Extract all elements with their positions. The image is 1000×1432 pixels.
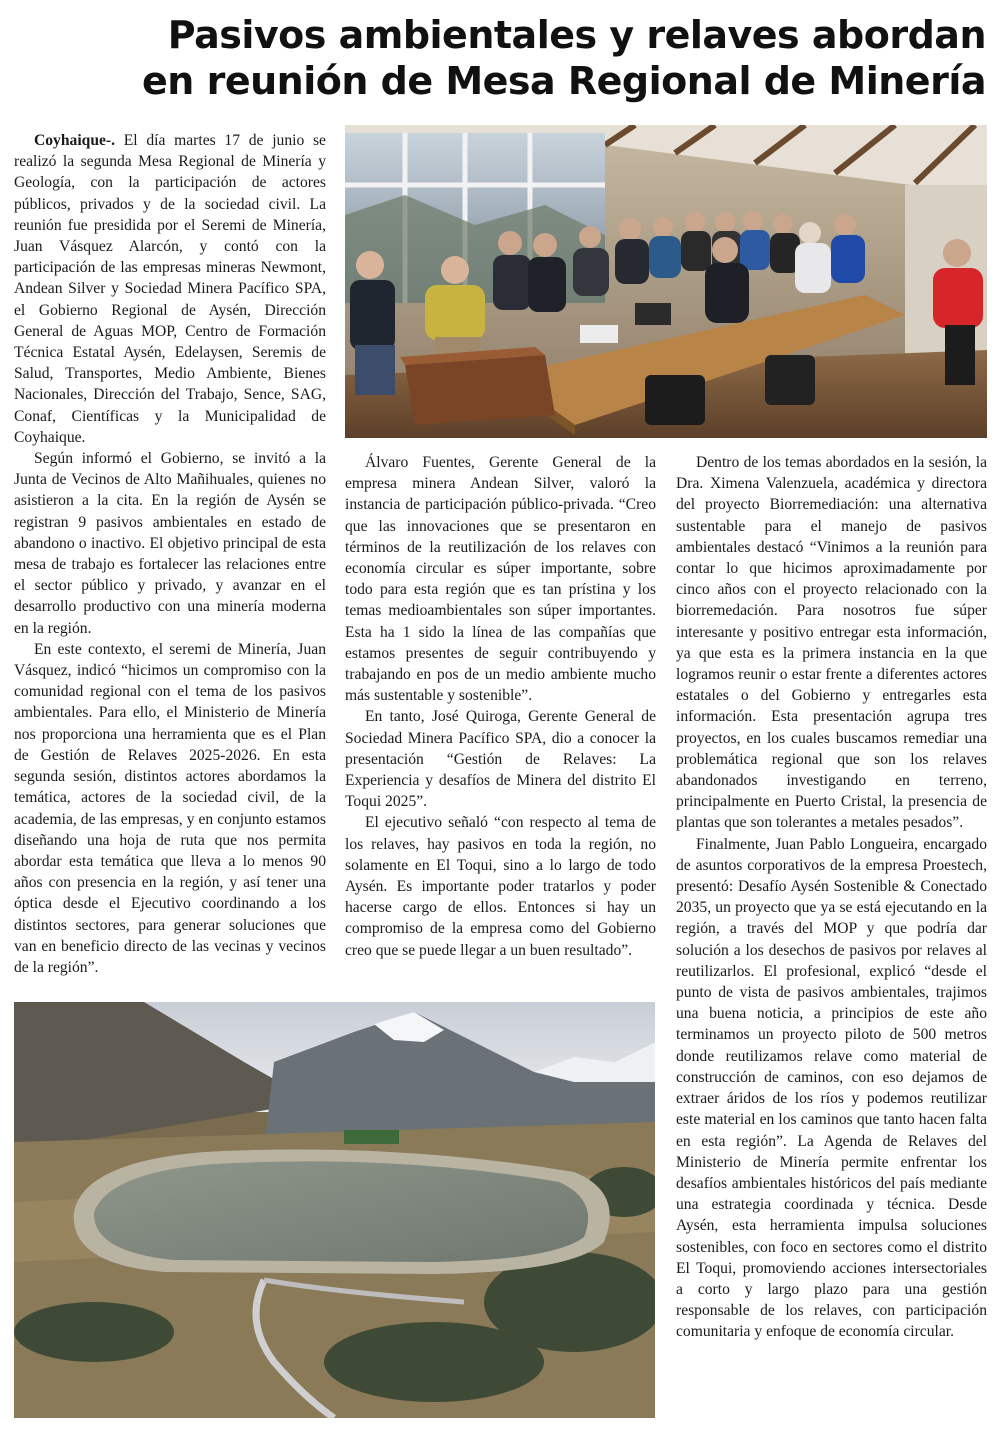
tailings-aerial-photo (14, 1002, 655, 1418)
article-paragraph: Álvaro Fuentes, Gerente General de la empresa minera Andean Silver, valoró la instancia de participación público-privada. “Creo que las innovaciones que se presentaron en términos de la reutilización de los relaves con economía circular es súper importante, sobre todo para esta región que es tan prístina y los temas medioambientales son súper importantes. Esta ha 1 sido la línea de las compañías que estamos presentes de seguir contribuyendo y trabajando en pos de un medio ambiente mucho más sustentable y sostenible”. (345, 454, 656, 705)
article-paragraph: El ejecutivo señaló “con respecto al tema de los relaves, hay pasivos en toda la región, no solamente en El Toqui, sino a lo largo de todo Aysén. Es importante poder tratarlos y poder hacerse cargo de ellos. Entonces si hay un compromiso de la empresa como del Gobierno creo que se puede llegar a un buen resultado”. (345, 814, 656, 959)
article-paragraph (14, 130, 326, 448)
article-paragraph: En este contexto, el seremi de Minería, Juan Vásquez, indicó “hicimos un compromiso con la comunidad regional con el tema de los pasivos ambientales. Para ello, el Ministerio de Minería nos proporciona una herramienta que es el Plan de Gestión de Relaves 2025-2026. En esta segunda sesión, distintos actores abordamos la temática, actores de la sociedad civil, de la academia, de las empresas, y en conjunto estamos diseñando una hoja de ruta que nos permita abordar esta temática que lleva a lo menos 90 años con presencia en la región, y así tener una óptica desde el Ejecutivo coordinando a los distintos sectores, para generar soluciones que van en beneficio directo de las vecinas y vecinos de la región”. (14, 640, 326, 976)
headline: Pasivos ambientales y relaves abordan en reunión de Mesa Regional de Minería (142, 13, 986, 103)
dateline: Coyhaique-. (34, 132, 116, 149)
meeting-photo (345, 125, 987, 438)
article-column-1 (14, 130, 326, 978)
article-paragraph: Dentro de los temas abordados en la sesión, la Dra. Ximena Valenzuela, académica y directora del proyecto Biorremediación: una alternativa sustentable para el manejo de pasivos ambientales destacó “Vinimos a la reunión para contar lo que hicimos aproximadamente por cinco años con el proyecto relacionado con la biorremedación. Para nosotros fue súper interesante y positivo entregar esta información, ya que esta es la primera instancia en la que logramos reunir o estar frente a diferentes actores estatales o del Gobierno y entregarles esta información. Esta presentación agrupa tres proyectos, en los cuales buscamos remediar una problemática regional que son los relaves abandonados investigando en terreno, principalmente en Puerto Cristal, la presencia de plantas que son tolerantes a metales pesados”. (676, 454, 987, 832)
article-column-2 (345, 452, 656, 961)
paragraph-text: El día martes 17 de junio se realizó la segunda Mesa Regional de Minería y Geología, con la participación de actores públicos, privados y de la sociedad civil. La reunión fue presidida por el Seremi de Minería, Juan Vásquez Alarcón, y contó con la participación de las empresas mineras Newmont, Andean Silver y Sociedad Minera Pacífico SPA, el Gobierno Regional de Aysén, Dirección General de Aguas MOP, Centro de Formación Técnica Estatal Aysén, Edelaysen, Seremis de Salud, Transportes, Medio Ambiente, Bienes Nacionales, Dirección del Trabajo, Sence, SAG, Conaf, Científicas y la Municipalidad de Coyhaique. (14, 132, 326, 446)
article-paragraph: En tanto, José Quiroga, Gerente General de Sociedad Minera Pacífico SPA, dio a conocer la presentación “Gestión de Relaves: La Experiencia y desafíos de Minera del distrito El Toqui 2025”. (345, 708, 656, 811)
article-column-3 (676, 452, 987, 1343)
article-paragraph: Según informó el Gobierno, se invitó a la Junta de Vecinos de Alto Mañihuales, quienes no asistieron a la cita. En la región de Aysén se registran 9 pasivos ambientales en estado de abandono o inactivo. El objetivo principal de esta mesa de trabajo es fortalecer las relaciones entre el sector público y privado, y avanzar en el desarrollo productivo con una minería moderna en la región. (14, 450, 326, 637)
article-paragraph: Finalmente, Juan Pablo Longueira, encargado de asuntos corporativos de la empresa Proestech, presentó: Desafío Aysén Sostenible & Conectado 2035, un proyecto que ya se está ejecutando en la región, a través del MOP y que podría dar solución a los desechos de pasivos por relaves al reutilizarlos. El profesional, explicó “desde el punto de vista de pasivos ambientales, trajimos una buena noticia, a principios de este año terminamos un proyecto piloto de 500 metros donde reutilizamos relave como material de construcción de caminos, con eso dejamos de extraer áridos de los ríos y podemos reutilizar este material en los caminos que tanto hacen falta en esta región”. La Agenda de Relaves del Ministerio de Minería permite enfrentar los desafíos ambientales históricos del país mediante una estrategia coordinada y técnica. Desde Aysén, esta herramienta impulsa soluciones sostenibles, con foco en sectores como el distrito El Toqui, promoviendo acciones intersectoriales a corto y largo plazo para una gestión responsable de los relaves, con participación comunitaria y enfoque de economía circular. (676, 835, 987, 1341)
